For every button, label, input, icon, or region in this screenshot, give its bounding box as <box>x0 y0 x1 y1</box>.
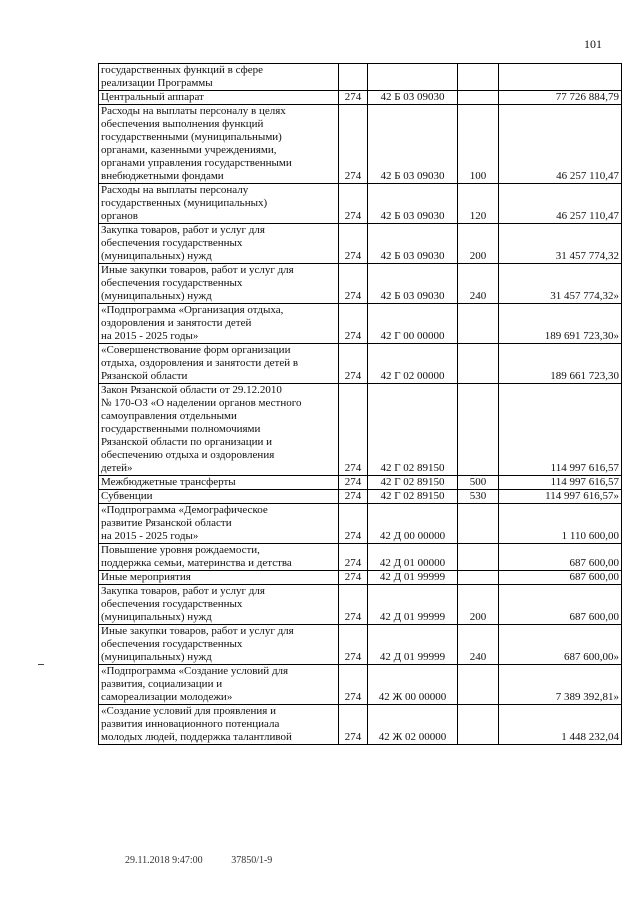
table-row <box>99 544 622 571</box>
cell-vr: 120 <box>458 184 499 224</box>
cell-csr: 42 Б 03 09030 <box>368 91 458 105</box>
cell-vr <box>458 91 499 105</box>
cell-name: Закупка товаров, работ и услуг для обеспечения государственных (муниципальных) нужд <box>99 224 339 264</box>
cell-ved: 274 <box>339 344 368 384</box>
cell-csr: 42 Д 01 99999 <box>368 585 458 625</box>
table-row <box>99 665 622 705</box>
cell-vr <box>458 544 499 571</box>
cell-name: Закупка товаров, работ и услуг для обеспечения государственных (муниципальных) нужд <box>99 585 339 625</box>
footer <box>125 855 298 866</box>
table-row <box>99 571 622 585</box>
table-row <box>99 304 622 344</box>
table-row <box>99 224 622 264</box>
page-number: 101 <box>584 37 602 51</box>
table-row <box>99 705 622 745</box>
cell-csr: 42 Г 02 89150 <box>368 476 458 490</box>
cell-sum: 189 691 723,30» <box>499 304 622 344</box>
table-row <box>99 504 622 544</box>
cell-ved <box>339 64 368 91</box>
table-row <box>99 476 622 490</box>
cell-csr: 42 Б 03 09030 <box>368 105 458 184</box>
cell-vr <box>458 665 499 705</box>
cell-sum: 687 600,00» <box>499 625 622 665</box>
cell-vr <box>458 64 499 91</box>
cell-sum: 189 661 723,30 <box>499 344 622 384</box>
cell-ved: 274 <box>339 490 368 504</box>
cell-csr: 42 Д 01 99999 <box>368 625 458 665</box>
cell-name: Иные закупки товаров, работ и услуг для обеспечения государственных (муниципальных) нужд <box>99 264 339 304</box>
cell-vr: 200 <box>458 224 499 264</box>
cell-name: Иные закупки товаров, работ и услуг для обеспечения государственных (муниципальных) нужд <box>99 625 339 665</box>
cell-vr <box>458 304 499 344</box>
table-row <box>99 91 622 105</box>
cell-csr: 42 Б 03 09030 <box>368 264 458 304</box>
cell-sum: 1 448 232,04 <box>499 705 622 745</box>
table-row <box>99 344 622 384</box>
cell-name: Центральный аппарат <box>99 91 339 105</box>
cell-csr <box>368 64 458 91</box>
cell-csr: 42 Д 00 00000 <box>368 504 458 544</box>
table-row <box>99 585 622 625</box>
cell-name: Закон Рязанской области от 29.12.2010 № 170-ОЗ «О наделении органов местного самоуправления отдельными государственными полномочиями Рязанской области по организации и обеспечению отдыха и оздоровления детей» <box>99 384 339 476</box>
cell-name: «Создание условий для проявления и развития инновационного потенциала молодых людей, поддержка талантливой <box>99 705 339 745</box>
cell-sum: 687 600,00 <box>499 585 622 625</box>
cell-name: Иные мероприятия <box>99 571 339 585</box>
cell-name: Повышение уровня рождаемости, поддержка семьи, материнства и детства <box>99 544 339 571</box>
cell-ved: 274 <box>339 184 368 224</box>
cell-vr: 100 <box>458 105 499 184</box>
cell-csr: 42 Ж 02 00000 <box>368 705 458 745</box>
cell-ved: 274 <box>339 304 368 344</box>
cell-vr <box>458 344 499 384</box>
cell-name: Расходы на выплаты персоналу в целях обеспечения выполнения функций государственными (муниципальными) органами, казенными учреждениями, органами управления государственными внебюджетными фондами <box>99 105 339 184</box>
cell-ved: 274 <box>339 625 368 665</box>
cell-vr: 240 <box>458 625 499 665</box>
cell-ved: 274 <box>339 705 368 745</box>
cell-name: государственных функций в сфере реализации Программы <box>99 64 339 91</box>
cell-ved: 274 <box>339 504 368 544</box>
cell-csr: 42 Б 03 09030 <box>368 224 458 264</box>
cell-name: «Подпрограмма «Создание условий для развития, социализации и самореализации молодежи» <box>99 665 339 705</box>
footer-datetime: 29.11.2018 9:47:00 <box>125 855 203 866</box>
cell-sum: 46 257 110,47 <box>499 184 622 224</box>
cell-vr <box>458 705 499 745</box>
cell-sum: 31 457 774,32» <box>499 264 622 304</box>
cell-vr: 500 <box>458 476 499 490</box>
table-row <box>99 105 622 184</box>
cell-csr: 42 Г 02 89150 <box>368 384 458 476</box>
cell-csr: 42 Д 01 00000 <box>368 544 458 571</box>
cell-sum <box>499 64 622 91</box>
cell-name: «Совершенствование форм организации отдыха, оздоровления и занятости детей в Рязанской области <box>99 344 339 384</box>
cell-ved: 274 <box>339 476 368 490</box>
cell-ved: 274 <box>339 224 368 264</box>
cell-ved: 274 <box>339 264 368 304</box>
cell-sum: 1 110 600,00 <box>499 504 622 544</box>
cell-name: «Подпрограмма «Организация отдыха, оздоровления и занятости детей на 2015 - 2025 годы» <box>99 304 339 344</box>
margin-mark <box>38 664 44 665</box>
cell-csr: 42 Ж 00 00000 <box>368 665 458 705</box>
cell-sum: 46 257 110,47 <box>499 105 622 184</box>
cell-csr: 42 Г 02 89150 <box>368 490 458 504</box>
cell-vr: 200 <box>458 585 499 625</box>
cell-sum: 687 600,00 <box>499 544 622 571</box>
cell-name: Субвенции <box>99 490 339 504</box>
table-row <box>99 490 622 504</box>
cell-ved: 274 <box>339 384 368 476</box>
cell-sum: 77 726 884,79 <box>499 91 622 105</box>
cell-name: Расходы на выплаты персоналу государственных (муниципальных) органов <box>99 184 339 224</box>
cell-csr: 42 Г 02 00000 <box>368 344 458 384</box>
cell-vr <box>458 504 499 544</box>
cell-ved: 274 <box>339 585 368 625</box>
cell-vr: 530 <box>458 490 499 504</box>
cell-vr <box>458 571 499 585</box>
cell-sum: 687 600,00 <box>499 571 622 585</box>
cell-ved: 274 <box>339 91 368 105</box>
cell-ved: 274 <box>339 571 368 585</box>
cell-csr: 42 Б 03 09030 <box>368 184 458 224</box>
cell-sum: 114 997 616,57» <box>499 490 622 504</box>
cell-csr: 42 Д 01 99999 <box>368 571 458 585</box>
cell-sum: 31 457 774,32 <box>499 224 622 264</box>
table-row <box>99 264 622 304</box>
cell-ved: 274 <box>339 665 368 705</box>
table-row <box>99 184 622 224</box>
cell-sum: 114 997 616,57 <box>499 384 622 476</box>
cell-ved: 274 <box>339 544 368 571</box>
table-row <box>99 64 622 91</box>
cell-ved: 274 <box>339 105 368 184</box>
cell-sum: 114 997 616,57 <box>499 476 622 490</box>
cell-vr <box>458 384 499 476</box>
budget-table <box>98 63 622 745</box>
cell-vr: 240 <box>458 264 499 304</box>
cell-name: «Подпрограмма «Демографическое развитие Рязанской области на 2015 - 2025 годы» <box>99 504 339 544</box>
footer-doc-id: 37850/1-9 <box>231 855 273 866</box>
cell-sum: 7 389 392,81» <box>499 665 622 705</box>
table-row <box>99 625 622 665</box>
cell-name: Межбюджетные трансферты <box>99 476 339 490</box>
table-row <box>99 384 622 476</box>
cell-csr: 42 Г 00 00000 <box>368 304 458 344</box>
table-body <box>99 64 622 745</box>
